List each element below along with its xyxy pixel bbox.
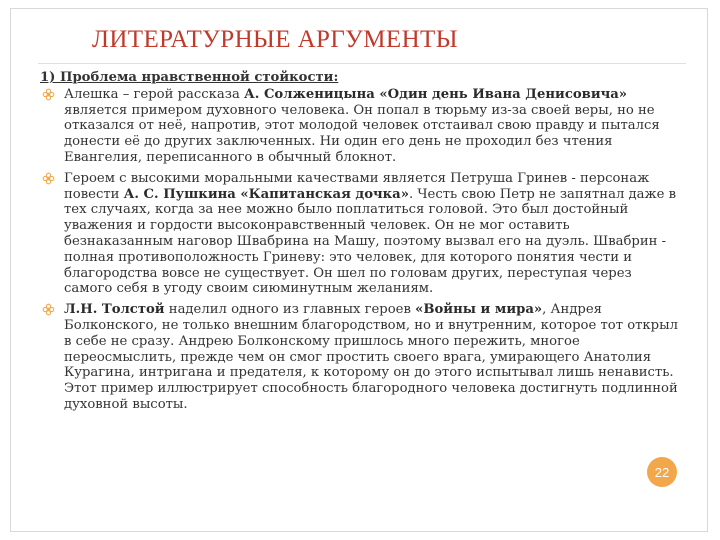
item-bold-text: А. Солженицына «Один день Ивана Денисовича» [244, 86, 628, 102]
item-text: Героем с высокими моральными качествами является Петруша Гринев - персонаж повести [64, 170, 650, 202]
item-bold-text: «Войны и мира» [415, 302, 543, 318]
flower-bullet-icon [42, 172, 55, 185]
item-text: Алешка – герой рассказа [64, 86, 245, 102]
section-heading: 1) Проблема нравственной стойкости: [40, 70, 339, 85]
title-divider [38, 63, 686, 64]
page-number-badge: 22 [647, 457, 677, 487]
slide-content [40, 70, 680, 418]
bullet-list [40, 87, 680, 413]
list-item [40, 171, 680, 297]
flower-bullet-icon [42, 88, 55, 101]
item-text: . Честь свою Петр не запятнал даже в тех случаях, когда за нее можно было поплатиться головой. Это был достойный уважения и гордости высоконравственный человек. Он не мог оставить безнаказанным наговор Швабрина на Машу, поэтому вызвал его на дуэль. Швабрин - полная противоположность Гриневу: это человек, для которого понятия чести и благородства вовсе не существует. Он шел по головам других, переступая через самого себя в угоду своим сиюминутным желаниям. [64, 186, 677, 297]
item-text: , Андрея Болконского, не только внешним благородством, но и внутренним, которое тот открыл в себе не сразу. Андрею Болконскому пришлось много пережить, многое переосмыслить, прежде чем он смог простить своего врага, умирающего Анатолия Курагина, интригана и предателя, к которому он до этого испытывал лишь ненависть. Этот пример иллюстрирует способность благородного человека достигнуть подлинной духовной высоты. [64, 302, 678, 412]
list-item [40, 302, 680, 413]
flower-bullet-icon [42, 303, 55, 316]
item-text: является примером духовного человека. Он попал в тюрьму из-за своей веры, но не отказался от неё, напротив, этот молодой человек отстаивал свою правду и пытался донести её до других заключенных. Ни один его день не проходил без чтения Евангелия, переписанного в обычный блокнот. [64, 102, 660, 165]
item-bold-text: Л.Н. Толстой [64, 302, 165, 318]
list-item [40, 87, 680, 166]
slide-title: ЛИТЕРАТУРНЫЕ АРГУМЕНТЫ [92, 26, 458, 53]
item-text: наделил одного из главных героев [164, 302, 416, 318]
item-bold-text: А. С. Пушкина «Капитанская дочка» [123, 186, 409, 202]
